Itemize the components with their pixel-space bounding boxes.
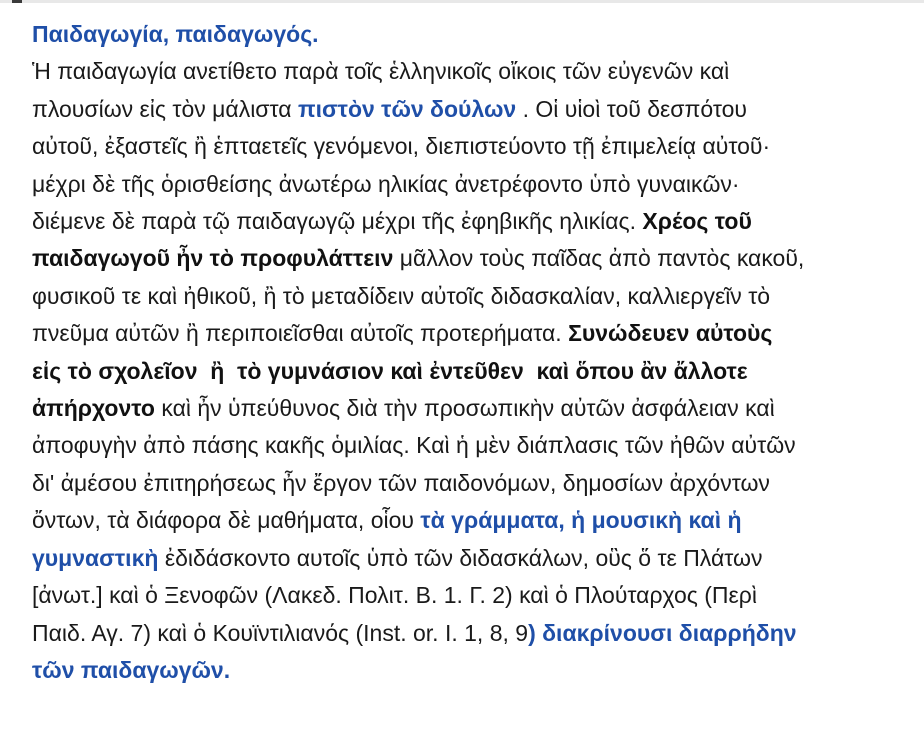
bold-phrase: Συνώδευεν αὐτοὺς <box>568 320 773 347</box>
highlighted-phrase: τὰ γράμματα, ἡ μουσικὴ καὶ ἡ <box>420 507 742 534</box>
highlighted-phrase: πιστὸν τῶν δούλων <box>297 95 517 122</box>
top-corner-mark <box>12 0 22 3</box>
text-line <box>32 502 912 539</box>
text-segment: αὐτοῦ, ἐξαστεῖς ἢ ἑπταετεῖς γενόμενοι, διεπιστεύοντο τῇ ἐπιμελείᾳ αὐτοῦ· <box>32 133 771 160</box>
highlighted-phrase: τῶν παιδαγωγῶν. <box>32 656 231 683</box>
text-line <box>32 577 912 614</box>
text-line <box>32 240 912 277</box>
entry-body <box>32 53 912 689</box>
text-line <box>32 128 912 165</box>
text-line <box>32 278 912 315</box>
text-segment: ὄντων, τὰ διάφορα δὲ μαθήματα, οἷου <box>32 507 421 534</box>
text-line <box>32 203 912 240</box>
highlighted-phrase: γυμναστικὴ <box>32 544 159 571</box>
text-segment: . Οἱ υἱοὶ τοῦ δεσπότου <box>516 95 747 122</box>
document-content <box>32 16 912 689</box>
text-line <box>32 353 912 390</box>
bold-phrase: ἀπήρχοντο <box>32 395 155 422</box>
highlighted-phrase: ) διακρίνουσι διαρρήδην <box>528 619 797 646</box>
text-line <box>32 652 912 689</box>
text-segment: Παιδ. Αγ. 7) καὶ ὁ Κουϊντιλιανός (Inst. or. I. 1, 8, 9 <box>32 619 529 646</box>
text-segment: μᾶλλον τοὺς παῖδας ἀπὸ παντὸς κακοῦ, <box>393 245 805 272</box>
text-segment: πνεῦμα αὐτῶν ἢ περιποιεῖσθαι αὐτοῖς προτερήματα. <box>32 320 569 347</box>
entry-title: Παιδαγωγία, παιδαγωγός. <box>32 21 319 47</box>
text-segment: καὶ ἦν ὑπεύθυνος διὰ τὴν προσωπικὴν αὐτῶν ἀσφάλειαν καὶ <box>154 395 775 422</box>
text-line <box>32 315 912 352</box>
text-line <box>32 465 912 502</box>
text-line <box>32 427 912 464</box>
text-segment: δι' ἀμέσου ἐπιτηρήσεως ἦν ἔργον τῶν παιδονόμων, δημοσίων ἀρχόντων <box>32 469 770 496</box>
text-line <box>32 390 912 427</box>
text-segment: φυσικοῦ τε καὶ ἠθικοῦ, ἢ τὸ μεταδίδειν αὐτοῖς διδασκαλίαν, καλλιεργεῖν τὸ <box>32 282 771 309</box>
text-line <box>32 540 912 577</box>
text-segment: μέχρι δὲ τῆς ὁρισθείσης ἀνωτέρω ηλικίας ἀνετρέφοντο ὑπὸ γυναικῶν· <box>32 170 740 197</box>
text-segment: διέμενε δὲ παρὰ τῷ παιδαγωγῷ μέχρι τῆς ἐφηβικῆς ηλικίας. <box>32 208 643 235</box>
text-line <box>32 615 912 652</box>
bold-phrase: παιδαγωγοῦ ἦν τὸ προφυλάττειν <box>32 245 394 272</box>
text-segment: πλουσίων εἰς τὸν μάλιστα <box>32 95 298 122</box>
text-line <box>32 166 912 203</box>
bold-phrase: εἰς τὸ σχολεῖον ἢ τὸ γυμνάσιον καὶ ἐντεῦθεν καὶ ὅπου ἂν ἄλλοτε <box>32 357 748 384</box>
text-segment: Ἡ παιδαγωγία ανετίθετο παρὰ τοῖς ἑλληνικοῖς οἴκοις τῶν εὐγενῶν καὶ <box>32 58 730 85</box>
text-segment: ἐδιδάσκοντο αυτοῖς ὑπὸ τῶν διδασκάλων, οὓς ὅ τε Πλάτων <box>158 544 763 571</box>
text-segment: [ἀνωτ.] καὶ ὁ Ξενοφῶν (Λακεδ. Πολιτ. Β. 1. Γ. 2) καὶ ὁ Πλούταρχος (Περὶ <box>32 582 757 609</box>
top-border <box>0 0 924 3</box>
bold-phrase: Χρέος τοῦ <box>642 208 752 235</box>
text-line <box>32 53 912 90</box>
text-segment: ἀποφυγὴν ἀπὸ πάσης κακῆς ὁμιλίας. Καὶ ἡ μὲν διάπλασις τῶν ἠθῶν αὐτῶν <box>32 432 796 459</box>
text-line <box>32 91 912 128</box>
